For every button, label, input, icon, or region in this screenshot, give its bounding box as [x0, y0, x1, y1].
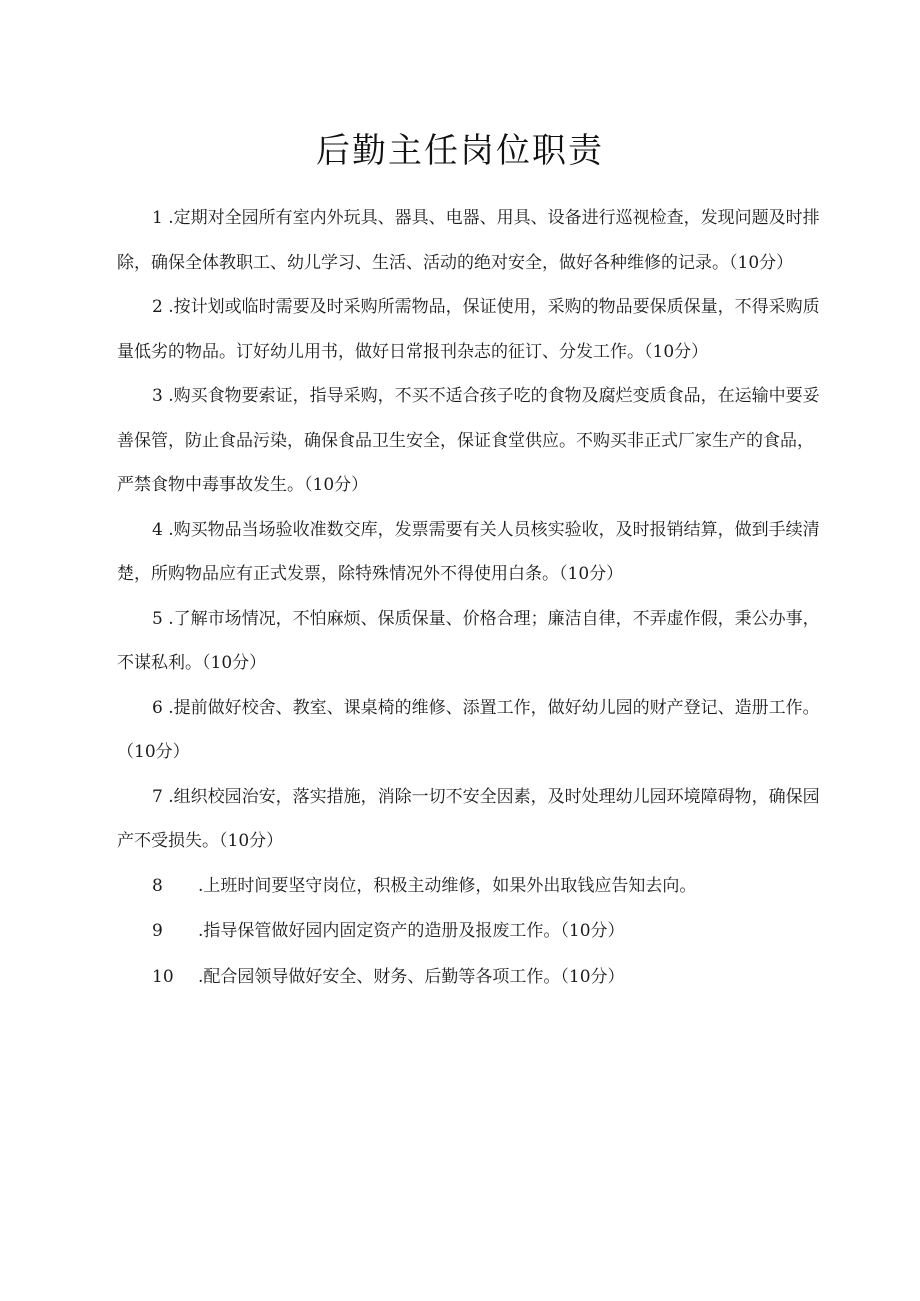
- duty-text: .购买食物要索证，指导采购，不买不适合孩子吃的食物及腐烂变质食品，在运输中要妥善保管，防止食品污染，确保食品卫生安全，保证食堂供应。不购买非正式厂家生产的食品，严禁食物中毒事故发生。（10分）: [117, 386, 820, 495]
- duty-number: 6: [152, 697, 163, 718]
- duty-text: .按计划或临时需要及时采购所需物品，保证使用，采购的物品要保质保量，不得采购质量低劣的物品。订好幼儿用书，做好日常报刊杂志的征订、分发工作。（10分）: [117, 297, 820, 362]
- duty-number: 9: [152, 921, 163, 941]
- duty-text: .定期对全园所有室内外玩具、器具、电器、用具、设备进行巡视检查，发现问题及时排除，确保全体教职工、幼儿学习、生活、活动的绝对安全，做好各种维修的记录。（10分）: [117, 208, 820, 273]
- duty-item-10: [117, 955, 825, 1000]
- duty-text: .了解市场情况，不怕麻烦、保质保量、价格合理；廉洁自律，不弄虚作假，秉公办事，不谋私利。（10分）: [117, 608, 820, 673]
- duty-text: .上班时间要坚守岗位，积极主动维修，如果外出取钱应告知去向。: [198, 875, 697, 896]
- duty-number: 5: [152, 608, 163, 629]
- duty-text: .指导保管做好园内固定资产的造册及报废工作。（10分）: [198, 921, 625, 941]
- duty-number: 3: [152, 386, 163, 406]
- duty-item-7: [117, 775, 825, 864]
- duty-item-8: [117, 864, 825, 909]
- duty-item-9: [117, 909, 825, 954]
- duty-item-4: [117, 508, 825, 597]
- duty-item-1: [117, 196, 825, 285]
- duty-item-5: [117, 597, 825, 686]
- page-title: 后勤主任岗位职责: [316, 131, 604, 171]
- duty-list: [117, 196, 825, 999]
- duty-item-6: [117, 686, 825, 775]
- duty-number: 2: [152, 297, 163, 317]
- duty-item-2: [117, 285, 825, 374]
- duty-number: 10: [152, 966, 174, 987]
- duty-number: 4: [152, 519, 163, 540]
- duty-text: .购买物品当场验收准数交库，发票需要有关人员核实验收，及时报销结算，做到手续清楚，所购物品应有正式发票，除特殊情况外不得使用白条。（10分）: [117, 519, 820, 584]
- duty-text: .提前做好校舍、教室、课桌椅的维修、添置工作，做好幼儿园的财产登记、造册工作。（10分）: [117, 697, 820, 762]
- duty-number: 8: [152, 875, 163, 896]
- duty-text: .配合园领导做好安全、财务、后勤等各项工作。（10分）: [198, 966, 625, 987]
- duty-number: 1: [152, 208, 163, 228]
- duty-text: .组织校园治安，落实措施，消除一切不安全因素，及时处理幼儿园环境障碍物，确保园产不受损失。（10分）: [117, 786, 820, 851]
- duty-item-3: [117, 374, 825, 508]
- duty-number: 7: [152, 786, 163, 807]
